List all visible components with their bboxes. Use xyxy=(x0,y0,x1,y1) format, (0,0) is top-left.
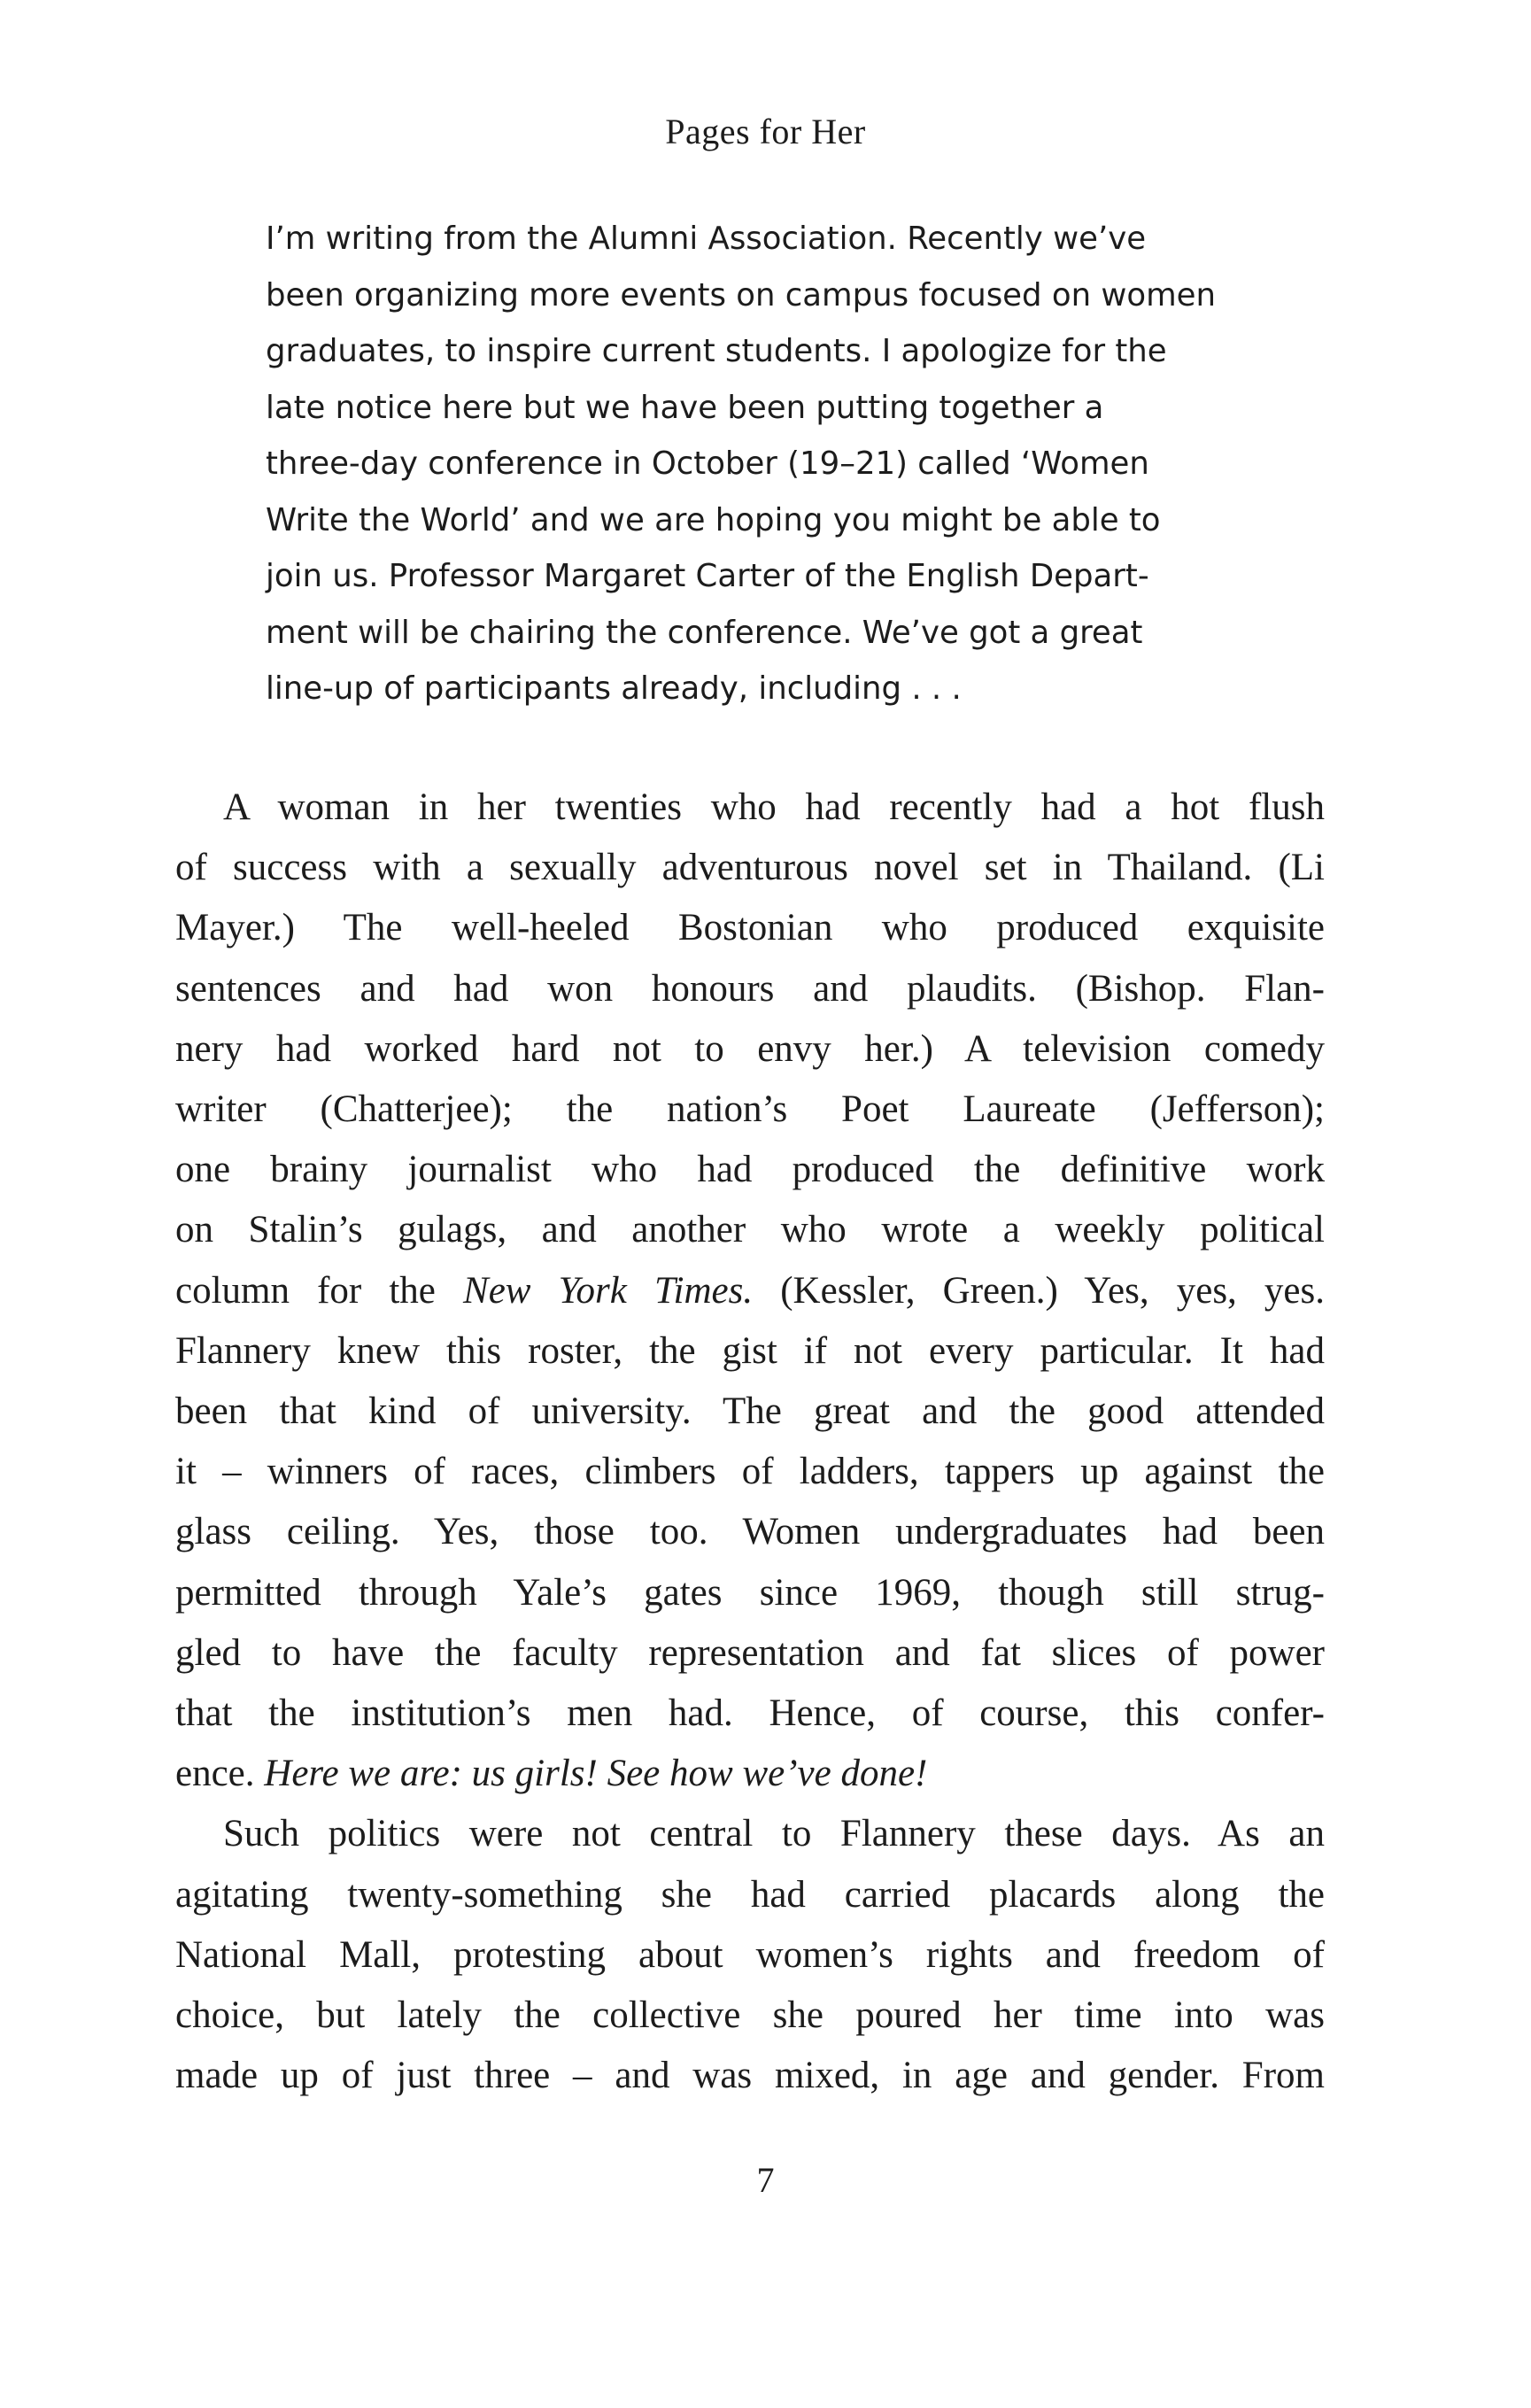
body-line: Flannery knew this roster, the gist if not every particular. It had xyxy=(175,1329,1325,1372)
running-head: Pages for Her xyxy=(665,112,866,151)
letter-line: join us. Professor Margaret Carter of the English Depart- xyxy=(266,558,1149,594)
body-line: agitating twenty-something she had carried placards along the xyxy=(175,1873,1325,1916)
body-line: that the institution’s men had. Hence, of course, this confer- xyxy=(175,1692,1325,1735)
paragraph-1 xyxy=(175,778,1325,1804)
letter-line: three-day conference in October (19–21) called ‘Women xyxy=(266,445,1149,482)
body-line: National Mall, protesting about women’s rights and freedom of xyxy=(175,1933,1325,1976)
letter-line: Write the World’ and we are hoping you might be able to xyxy=(266,501,1161,538)
body-line: glass ceiling. Yes, those too. Women undergraduates had been xyxy=(175,1511,1325,1553)
letter-line: been organizing more events on campus focused on women xyxy=(266,276,1217,314)
body-text xyxy=(175,778,1325,2106)
body-line: choice, but lately the collective she poured her time into was xyxy=(175,1994,1325,2037)
body-line: nery had worked hard not to envy her.) A television comedy xyxy=(175,1027,1325,1070)
body-text-segment: ence. xyxy=(175,1753,265,1795)
body-line: permitted through Yale’s gates since 1969, though still strug- xyxy=(175,1571,1325,1614)
body-line xyxy=(175,1744,1325,1804)
body-line: gled to have the faculty representation and fat slices of power xyxy=(175,1631,1325,1674)
body-line: it – winners of races, climbers of ladders, tappers up against the xyxy=(175,1451,1325,1493)
body-line: Mayer.) The well-heeled Bostonian who produced exquisite xyxy=(175,907,1325,949)
newspaper-title: New York Times. xyxy=(463,1269,754,1312)
body-line: of success with a sexually adventurous novel set in Thailand. (Li xyxy=(175,847,1325,889)
body-line: made up of just three – and was mixed, in age and gender. From xyxy=(175,2055,1325,2097)
body-line xyxy=(175,1261,1325,1321)
body-line: been that kind of university. The great and the good attended xyxy=(175,1390,1325,1433)
body-line: on Stalin’s gulags, and another who wrote a weekly political xyxy=(175,1209,1325,1251)
page-number: 7 xyxy=(756,2160,775,2200)
letter-line: line-up of participants already, including . . . xyxy=(266,670,962,707)
body-line: sentences and had won honours and plaudits. (Bishop. Flan- xyxy=(175,967,1325,1010)
body-line: A woman in her twenties who had recently had a hot flush xyxy=(223,786,1325,828)
letter-line: graduates, to inspire current students. I apologize for the xyxy=(266,333,1167,369)
italic-quote: Here we are: us girls! See how we’ve done! xyxy=(264,1753,928,1795)
email-excerpt xyxy=(266,211,1222,717)
letter-line: late notice here but we have been putting together a xyxy=(266,389,1104,426)
body-line: writer (Chatterjee); the nation’s Poet Laureate (Jefferson); xyxy=(175,1088,1325,1131)
paragraph-2 xyxy=(175,1804,1325,2106)
body-text-segment: (Kessler, Green.) Yes, yes, yes. xyxy=(753,1269,1325,1312)
body-line: one brainy journalist who had produced the definitive work xyxy=(175,1149,1325,1191)
letter-line: ment will be chairing the conference. We’ve got a great xyxy=(266,614,1143,651)
body-line: Such politics were not central to Flannery these days. As an xyxy=(223,1813,1325,1855)
body-text-segment: column for the xyxy=(175,1269,464,1312)
letter-line: I’m writing from the Alumni Association. Recently we’ve xyxy=(266,221,1147,257)
